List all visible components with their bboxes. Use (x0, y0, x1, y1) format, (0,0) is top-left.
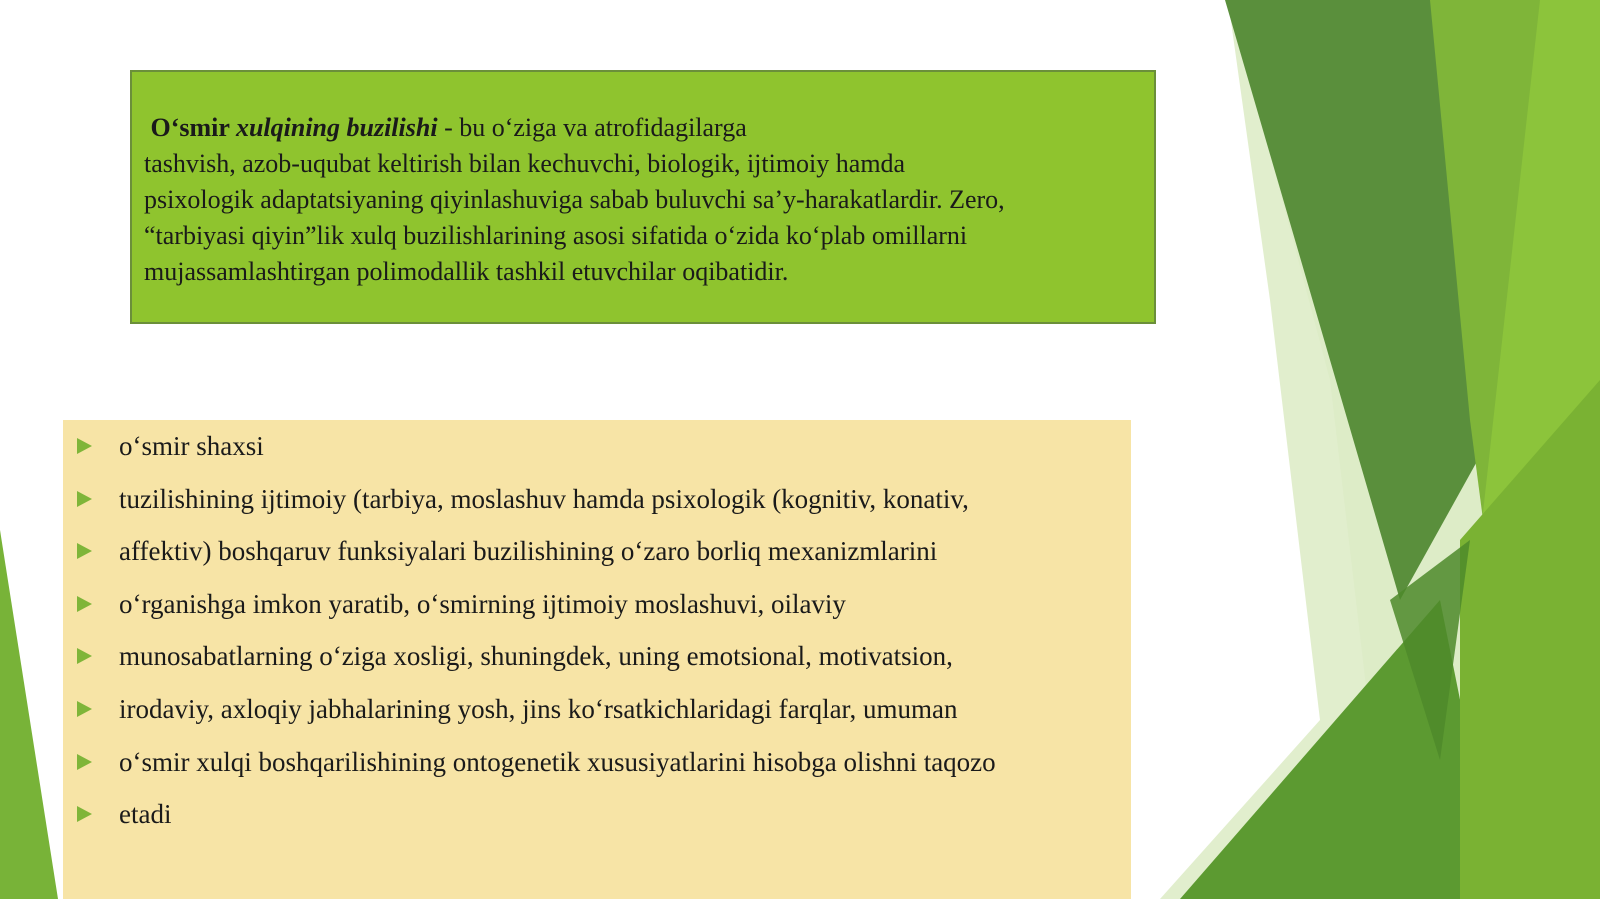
list-item-text: o‘smir shaxsi (119, 431, 264, 461)
list-item (63, 479, 1131, 532)
list-item-text: tuzilishining ijtimoiy (tarbiya, moslashuv hamda psixologik (kognitiv, konativ, (119, 483, 969, 514)
list-item-text: o‘smir xulqi boshqarilishining ontogenetik xususiyatlarini hisobga olishni taqozo (119, 746, 996, 777)
list-item (63, 584, 1131, 637)
bullet-list-box (63, 420, 1131, 899)
list-item-text: affektiv) boshqaruv funksiyalari buzilishining o‘zaro borliq mexanizmlarini (119, 536, 938, 567)
list-item-text: etadi (119, 799, 172, 830)
list-item-text: irodaviy, axloqiy jabhalarining yosh, jins ko‘rsatkichlaridagi farqlar, umuman (119, 693, 958, 724)
list-item (63, 742, 1131, 795)
list-item (63, 531, 1131, 584)
triangle-arrow-icon (77, 806, 92, 822)
list-item-text: munosabatlarning o‘ziga xosligi, shuningdek, uning emotsional, motivatsion, (119, 641, 953, 672)
definition-term-start: O‘smir (150, 113, 236, 142)
definition-text-start: - bu o‘ziga va atrofidagilarga (437, 113, 747, 142)
triangle-arrow-icon (77, 491, 92, 507)
bullet-list (63, 420, 1131, 847)
triangle-arrow-icon (77, 596, 92, 612)
triangle-arrow-icon (77, 438, 92, 454)
definition-line: mujassamlashtirgan polimodallik tashkil etuvchilar oqibatidir. (144, 257, 789, 286)
definition-term-italic: xulqining buzilishi (235, 113, 438, 142)
triangle-arrow-icon (77, 648, 92, 664)
definition-first-line (144, 110, 1144, 146)
list-item (63, 426, 1131, 479)
list-item (63, 636, 1131, 689)
definition-line: “tarbiyasi qiyin”lik xulq buzilishlarining asosi sifatida o‘zida ko‘plab omillarni (144, 221, 968, 250)
definition-line: tashvish, azob-uqubat keltirish bilan kechuvchi, biologik, ijtimoiy hamda (144, 149, 906, 178)
definition-line: psixologik adaptatsiyaning qiyinlashuviga sabab buluvchi sa’y-harakatlardir. Zero, (144, 185, 1005, 214)
definition-box (130, 70, 1156, 324)
triangle-arrow-icon (77, 543, 92, 559)
triangle-arrow-icon (77, 701, 92, 717)
triangle-arrow-icon (77, 754, 92, 770)
list-item (63, 794, 1131, 847)
list-item-text: o‘rganishga imkon yaratib, o‘smirning ijtimoiy moslashuvi, oilaviy (119, 588, 846, 619)
list-item (63, 689, 1131, 742)
